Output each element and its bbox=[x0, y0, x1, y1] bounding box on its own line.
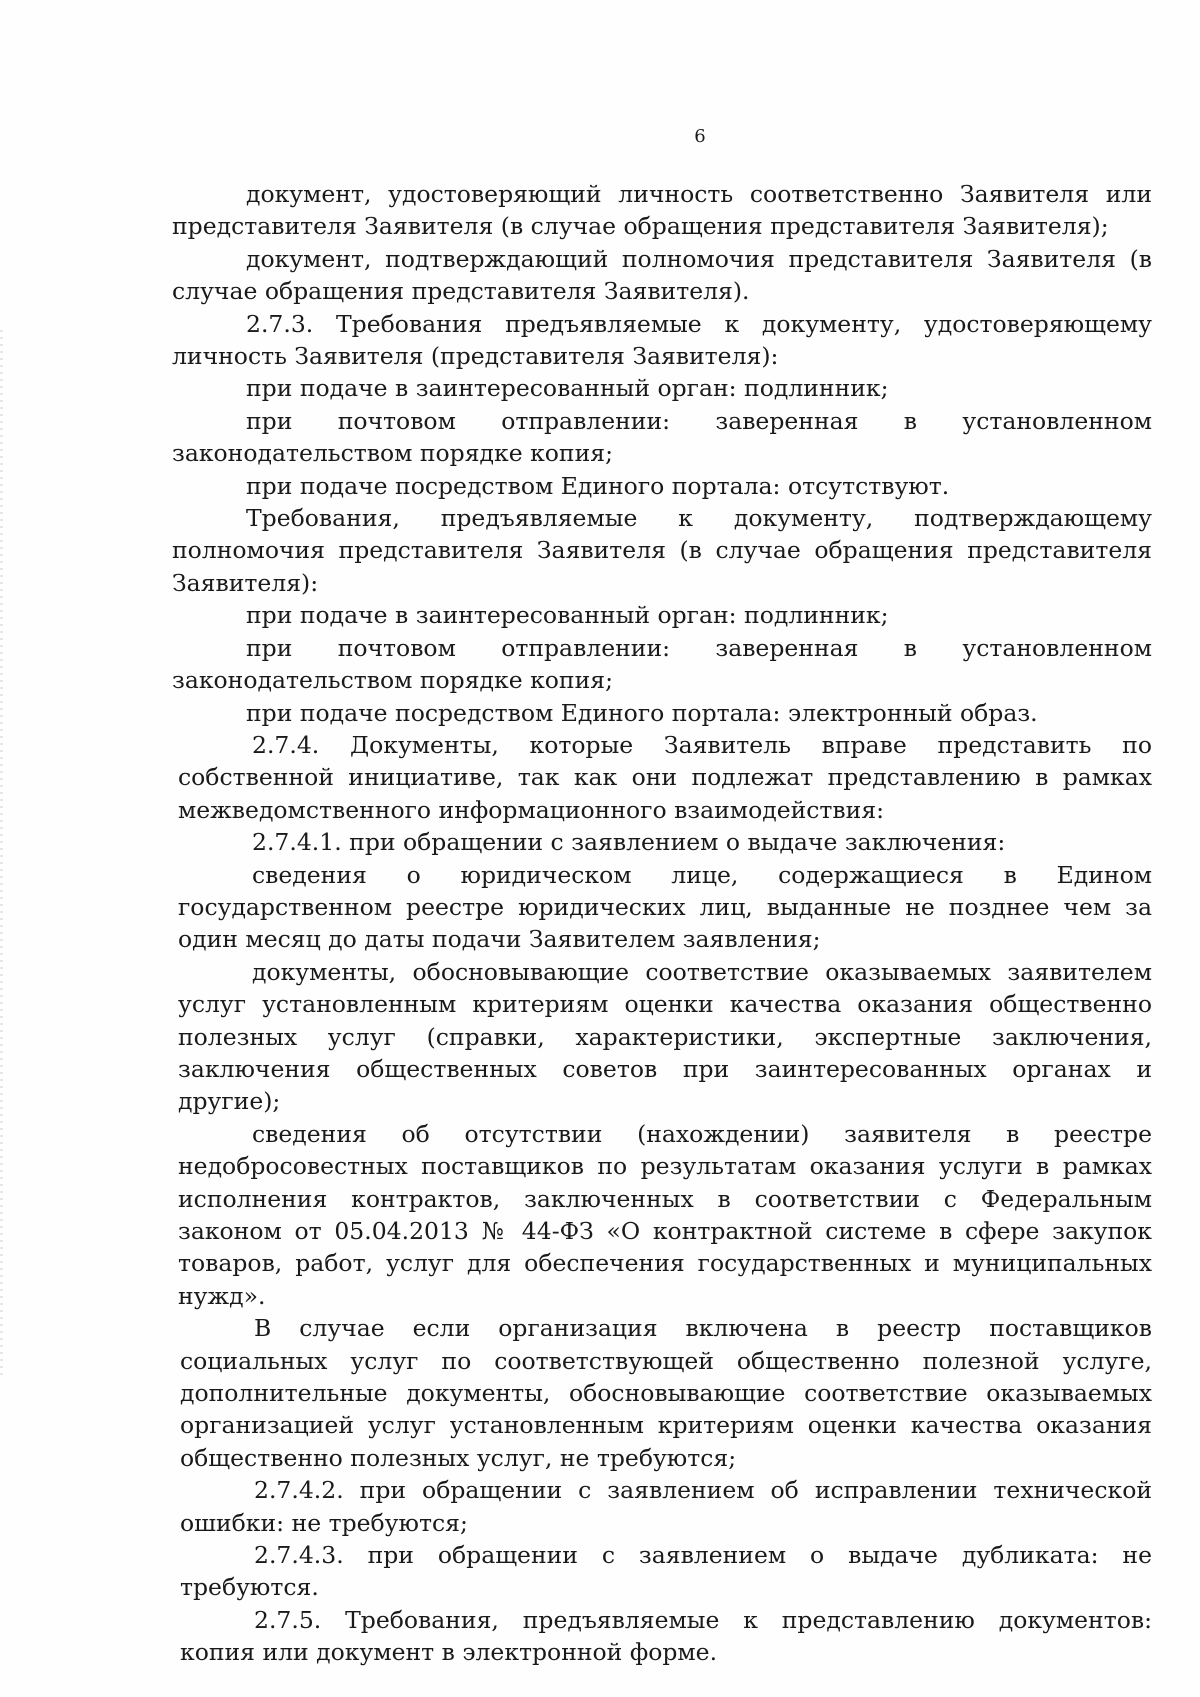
paragraph-17: 2.7.4.2. при обращении с заявлением об исправлении технической ошибки: не требуются; bbox=[180, 1476, 1152, 1537]
paragraph-1: документ, удостоверяющий личность соответственно Заявителя или представителя Заявителя (в случае обращения представителя Заявителя); bbox=[172, 180, 1152, 241]
paragraph-5: при почтовом отправлении: заверенная в установленном законодательством порядке копия; bbox=[172, 406, 1152, 468]
paragraph-13: сведения о юридическом лице, содержащиеся в Едином государственном реестре юридических лиц, выданные не позднее чем за один месяц до даты подачи Заявителем заявления; bbox=[178, 860, 1152, 954]
paragraph-19: 2.7.5. Требования, предъявляемые к представлению документов: копия или документ в электронной форме. bbox=[180, 1605, 1152, 1667]
paragraph-12: 2.7.4.1. при обращении с заявлением о выдаче заключения: bbox=[252, 828, 1006, 857]
page-number: 6 bbox=[694, 126, 706, 147]
paragraph-10: при подаче посредством Единого портала: электронный образ. bbox=[246, 698, 1038, 727]
paragraph-8: при подаче в заинтересованный орган: подлинник; bbox=[246, 601, 889, 630]
paragraph-11: 2.7.4. Документы, которые Заявитель вправе представить по собственной инициативе, так как они подлежат представлению в рамках межведомственного информационного взаимодействия: bbox=[178, 730, 1152, 824]
scan-edge-artifact bbox=[0, 330, 3, 1380]
paragraph-7: Требования, предъявляемые к документу, подтверждающему полномочия представителя Заявителя (в случае обращения представителя Заявителя): bbox=[172, 504, 1152, 597]
paragraph-4: при подаче в заинтересованный орган: подлинник; bbox=[246, 374, 889, 403]
paragraph-16: В случае если организация включена в реестр поставщиков социальных услуг по соответствующей общественно полезной услуге, дополнительные документы, обосновывающие соответствие оказываемых организацией услуг установленным критериям оценки качества оказания общественно полезных услуг, не требуются; bbox=[180, 1314, 1152, 1472]
paragraph-18: 2.7.4.3. при обращении с заявлением о выдаче дубликата: не требуются. bbox=[180, 1541, 1152, 1602]
paragraph-14: документы, обосновывающие соответствие оказываемых заявителем услуг установленным критериям оценки качества оказания общественно полезных услуг (справки, характеристики, экспертные заключения, заключения общественных советов при заинтересованных органах и другие); bbox=[178, 957, 1152, 1116]
paragraph-6: при подаче посредством Единого портала: отсутствуют. bbox=[246, 471, 950, 500]
paragraph-15: сведения об отсутствии (нахождении) заявителя в реестре недобросовестных поставщиков по результатам оказания услуги в рамках исполнения контрактов, заключенных в соответствии с Федеральным законом от 05.04.2013 № 44-ФЗ «О контрактной системе в сфере закупок товаров, работ, услуг для обеспечения государственных и муниципальных нужд». bbox=[178, 1119, 1152, 1310]
paragraph-2: документ, подтверждающий полномочия представителя Заявителя (в случае обращения представителя Заявителя). bbox=[172, 244, 1152, 306]
document-body bbox=[172, 178, 1152, 1669]
paragraph-9: при почтовом отправлении: заверенная в установленном законодательством порядке копия; bbox=[172, 633, 1152, 695]
paragraph-3: 2.7.3. Требования предъявляемые к документу, удостоверяющему личность Заявителя (представителя Заявителя): bbox=[172, 309, 1152, 371]
